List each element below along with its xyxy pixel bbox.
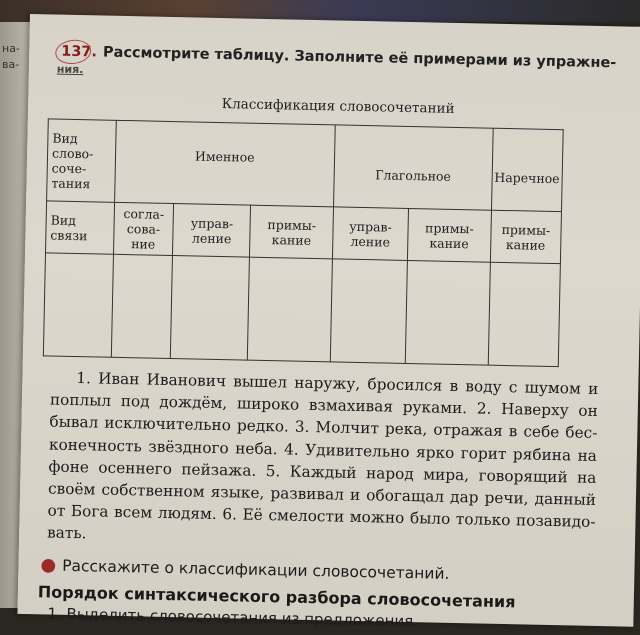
nominal-label: Именное	[194, 148, 255, 165]
empty-cell	[405, 260, 490, 365]
classification-table	[43, 118, 564, 367]
subheader-label: примы- кание	[501, 221, 551, 253]
empty-cell	[43, 253, 113, 357]
corner-label: Вид слово- соче- тания	[51, 129, 94, 191]
exercise-text	[47, 367, 599, 556]
task-text-continuation: ния.	[56, 62, 84, 77]
subheader-label: примы- кание	[424, 219, 474, 251]
empty-cell	[248, 257, 333, 362]
empty-cell	[488, 262, 560, 366]
subheader-label: управ- ление	[190, 214, 234, 246]
task-number: 137.	[61, 43, 98, 61]
adverbial-header	[491, 128, 563, 211]
margin-fragment: на-	[2, 42, 20, 55]
table-title: Классификация словосочетаний	[221, 96, 455, 117]
subheader-label: управ- ление	[349, 218, 392, 250]
section-heading: Порядок синтаксического разбора словосочетания	[37, 582, 516, 612]
task-text: Рассмотрите таблицу. Заполните её примерами из упражне-	[102, 44, 617, 72]
section-first-item: 1. Выделить словосочетания из предложения.	[47, 604, 419, 631]
table-empty-row	[43, 253, 560, 367]
subheader-label: согла- сова- ние	[123, 206, 165, 252]
exercise-paragraph: 1. Иван Иванович вышел наружу, бросился в воду с шумом и поплыл под дождём, широко взмахивая руками. 2. Наверху он бывал исключительно редко. 3. Молчит река, отражая в себе бес-конечность звёздного неба. 4. Удивительно ярко горит рябина на фоне осеннего пейзажа. 5. Каждый народ мира, говорящий на своём собственном языке, развивал и обогащал дар речи, данный от Бога всем людям. 6. Её смелости можно было только позавидо-вать.	[46, 369, 599, 543]
subheader-cell	[407, 208, 491, 262]
link-type-cell	[46, 201, 115, 254]
link-type-label: Вид связи	[50, 211, 88, 243]
empty-cell	[330, 259, 407, 364]
table-header-row	[47, 119, 564, 212]
subheader-cell	[113, 202, 174, 255]
subheader-cell	[173, 204, 251, 258]
bullet-task	[40, 554, 600, 587]
bullet-text: Расскажите о классификации словосочетаний.	[61, 556, 450, 583]
verbal-label: Глагольное	[375, 167, 452, 184]
verbal-header	[334, 125, 493, 210]
empty-cell	[111, 254, 173, 358]
subheader-cell	[250, 205, 334, 259]
subheader-cell	[332, 207, 408, 261]
task-header	[56, 43, 622, 91]
adverbial-label: Наречное	[494, 169, 560, 187]
margin-fragment: ва-	[2, 58, 20, 71]
subheader-cell	[490, 210, 561, 263]
subheader-label: примы- кание	[267, 216, 317, 248]
textbook-page	[17, 14, 640, 631]
table-corner-cell	[47, 119, 116, 202]
bullet-dot-icon: ●	[40, 554, 57, 576]
nominal-header	[114, 120, 335, 207]
empty-cell	[171, 256, 250, 361]
